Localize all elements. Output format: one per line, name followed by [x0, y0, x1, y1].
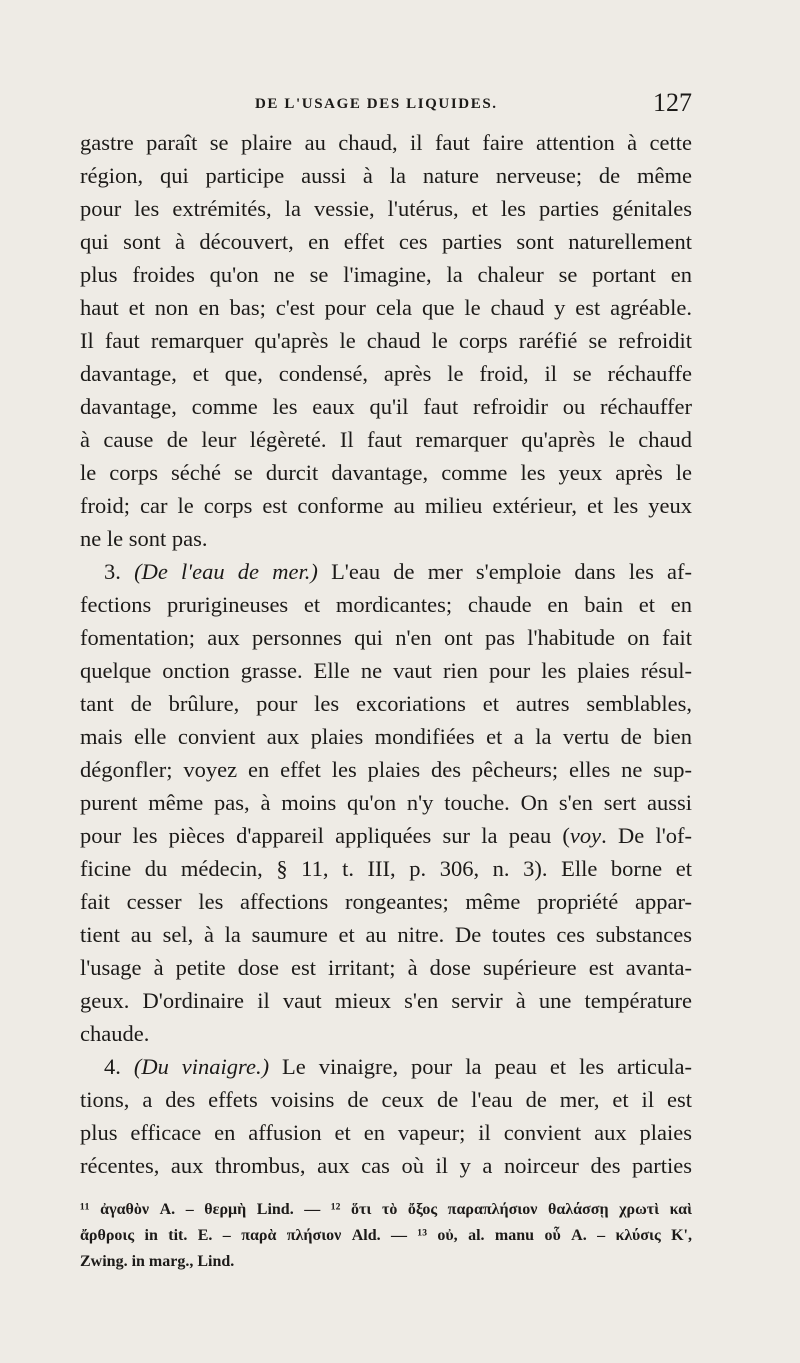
text-line: dégonfler; voyez en effet les plaies des pêcheurs; elles ne sup- [80, 757, 692, 782]
page-number: 127 [653, 88, 692, 117]
text-line: chaude. [80, 1021, 150, 1046]
text-line: mais elle convient aux plaies mondifiées et a la vertu de bien [80, 724, 692, 749]
voy-abbreviation: voy [569, 823, 602, 848]
text-line: froid; car le corps est conforme au milieu extérieur, et les yeux [80, 493, 692, 518]
text-line: tient au sel, à la saumure et au nitre. De toutes ces substances [80, 922, 692, 947]
text-line: haut et non en bas; c'est pour cela que le chaud y est agréable. [80, 295, 692, 320]
text-line: geux. D'ordinaire il vaut mieux s'en servir à une température [80, 988, 692, 1013]
text-line: pour les extrémités, la vessie, l'utérus, et les parties génitales [80, 196, 692, 221]
text-line: gastre paraît se plaire au chaud, il faut faire attention à cette [80, 130, 692, 155]
text-line: région, qui participe aussi à la nature nerveuse; de même [80, 163, 692, 188]
text-line: davantage, et que, condensé, après le froid, il se réchauffe [80, 361, 692, 386]
footnotes [80, 1197, 692, 1275]
text-line: qui sont à découvert, en effet ces parties sont naturellement [80, 229, 692, 254]
text-line: ficine du médecin, § 11, t. III, p. 306, n. 3). Elle borne et [80, 856, 692, 881]
section-3-first-line: L'eau de mer s'emploie dans les af- [331, 559, 693, 584]
text-line: récentes, aux thrombus, aux cas où il y a noirceur des parties [80, 1153, 692, 1178]
text-line-reference: pour les pièces d'appareil appliquées sur la peau (voy. De l'of- [80, 823, 693, 848]
text-line: tions, a des effets voisins de ceux de l'eau de mer, et il est [80, 1087, 692, 1112]
section-4-heading-line [80, 1050, 692, 1083]
section-4-first-line: Le vinaigre, pour la peau et les articula- [282, 1054, 693, 1079]
section-3-title: (De l'eau de mer.) [134, 559, 318, 584]
footnote-line: ἄρθροις in tit. E. – παρὰ πλήσιον Ald. — ¹³ οὐ, al. manu οὗ A. – κλύσις K', [80, 1227, 692, 1244]
body-text [80, 126, 692, 1182]
text-line: tant de brûlure, pour les excoriations et autres semblables, [80, 691, 692, 716]
text-line: fait cesser les affections rongeantes; même propriété appar- [80, 889, 692, 914]
text-line: plus efficace en affusion et en vapeur; il convient aux plaies [80, 1120, 692, 1145]
text-line: fections prurigineuses et mordicantes; chaude en bain et en [80, 592, 692, 617]
section-3-number: 3. [104, 559, 121, 584]
text-line: le corps séché se durcit davantage, comme les yeux après le [80, 460, 692, 485]
text-line: Il faut remarquer qu'après le chaud le corps raréfié se refroidit [80, 328, 692, 353]
footnote-line: Zwing. in marg., Lind. [80, 1253, 235, 1270]
text-line: fomentation; aux personnes qui n'en ont pas l'habitude on fait [80, 625, 692, 650]
section-4-number: 4. [104, 1054, 121, 1079]
running-title: DE L'USAGE DES LIQUIDES. [255, 96, 498, 112]
text-line: quelque onction grasse. Elle ne vaut rien pour les plaies résul- [80, 658, 692, 683]
text-line: purent même pas, à moins qu'on n'y touche. On s'en sert aussi [80, 790, 692, 815]
text-line: plus froides qu'on ne se l'imagine, la chaleur se portant en [80, 262, 692, 287]
footnote-line: ¹¹ ἀγαθὸν A. – θερμὴ Lind. — ¹² ὅτι τὸ ὄξος παραπλήσιον θαλάσσῃ χρωτὶ καὶ [80, 1201, 692, 1218]
text-line: à cause de leur légèreté. Il faut remarquer qu'après le chaud [80, 427, 692, 452]
section-3-heading-line [80, 555, 692, 588]
running-head [80, 88, 692, 122]
section-4-title: (Du vinaigre.) [133, 1054, 270, 1079]
text-line: ne le sont pas. [80, 526, 208, 551]
text-line: davantage, comme les eaux qu'il faut refroidir ou réchauffer [80, 394, 692, 419]
text-line: l'usage à petite dose est irritant; à dose supérieure est avanta- [80, 955, 692, 980]
